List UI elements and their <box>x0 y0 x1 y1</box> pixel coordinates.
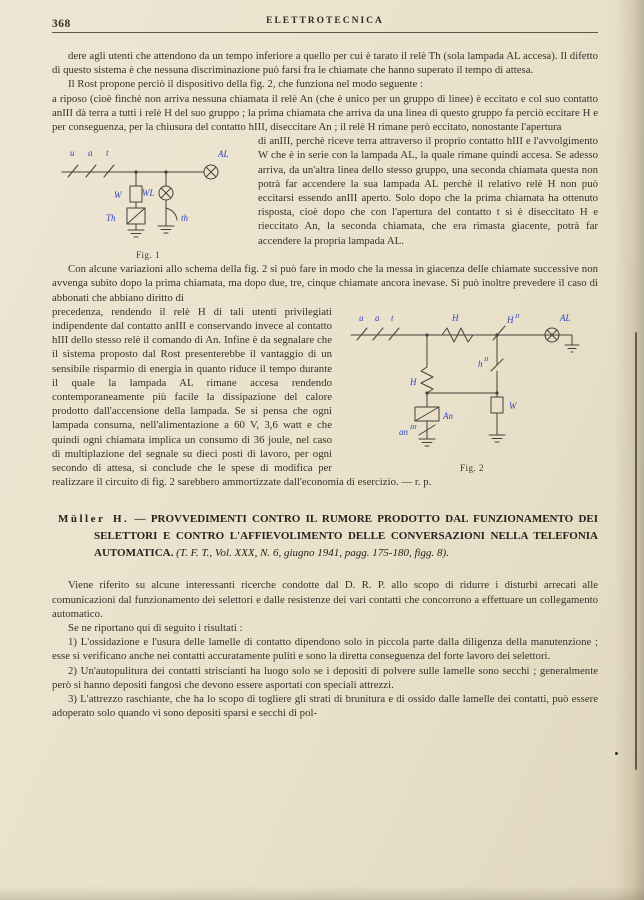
article-2-list-item-3: 3) L'attrezzo raschiante, che ha lo scopo di togliere gli strati di brunitura e di ossido dalle lamelle dei contatti, può essere adoperato solo quando vi sono depositi sparsi e secchi di pol- <box>52 693 598 720</box>
fig2-label-a: a <box>375 312 380 323</box>
fig1-label-th: Th <box>106 213 116 224</box>
fig2-wires <box>351 328 569 395</box>
fig1-wires <box>62 165 204 177</box>
journal-title: ELETTROTECNICA <box>266 16 384 26</box>
fig2-lamp-al-icon <box>545 328 579 352</box>
fig1-label-wl: WL <box>142 188 155 199</box>
paragraph-3b: precedenza, rendendo il relè H di tali utenti privilegiati indipendente dal contatto anIII e conservando invece al contatto hIII dello stesso relè il comando di An. Infine è da segnalare che il sistema proposto dal Rost presenterebbe il vantaggio di un sensibile risparmio di energia in quanto riduce il tempo durante il quale la lampada AL rimane accesa rendendo contemporaneamente più facile la dissipazione del calore prodotto dall'accensione della lampada. Se si pensa che ogni lampada consuma, nell'alimentazione a 60 V, 3,6 watt e che quindi ogni chiamata implica un consumo di 36 joule, nel caso di multiplazione del segnale su dieci posti di lavoro, per ogni secondo di attesa, si conclude che le spese di modifica per realizzare il circuito di fig. 2 sarebbero ammortizzate dall'economia di esercizio. — r. p. <box>52 305 432 489</box>
fig2-label-hmid-sup: II <box>484 355 489 363</box>
fig2-circuit-diagram <box>347 309 597 457</box>
article-2-body <box>52 578 598 720</box>
article-2-list-item-2: 2) Un'autopulitura dei contatti striscianti ha luogo solo se i depositi di polvere sulle lamelle sono secchi ; generalmente però si hanno depositi fangosi che devono essere asportati con speciali attrezzi. <box>52 664 598 691</box>
page-number: 368 <box>52 18 71 30</box>
scan-speck <box>615 752 618 755</box>
figure-1-caption: Fig. 1 <box>135 250 160 261</box>
fig2-resistor-h-left-icon <box>421 335 433 407</box>
fig1-lamp-al-icon <box>204 165 218 179</box>
figure-2-caption: Fig. 2 <box>459 462 484 473</box>
article-1-body <box>52 49 598 489</box>
page-header <box>52 14 598 33</box>
fig2-label-an3-base: an <box>399 426 408 437</box>
fig1-label-th-arc: th <box>181 213 189 224</box>
article-2-paragraph-1: Viene riferito su alcune interessanti ricerche condotte dal D. R. P. allo scopo di ridurre i disturbi arrecati alle comunicazioni dal funzionamento dei selettori e dalle resistenze dei vari contatti che concorrono a effettuare un collegamento automatico. <box>52 579 598 620</box>
fig1-resistor-w-icon <box>130 172 142 202</box>
article-2-title: — PROVVEDIMENTI CONTRO IL RUMORE PRODOTTO DAL FUNZIONAMENTO DEI SELETTORI E CONTRO L'AFFIEVOLIMENTO DELLE CONVERSAZIONI NELLA TELEFONIA AUTOMATICA. <box>94 513 599 560</box>
article-2-paragraph-2: Se ne riportano qui di seguito i risultati : <box>68 622 243 635</box>
fig1-label-a: a <box>88 148 93 159</box>
paragraph-3a: Con alcune variazioni allo schema della fig. 2 si può fare in modo che la messa in giacenza delle chiamate successive non avvenga subito dopo la prima chiamata, ma dopo due, tre, cinque chiamate ancora inevase. Si può inoltre prevedere il caso di abbonati che abbiano diritto di <box>52 263 598 304</box>
fig2-label-hmid-base: h <box>478 358 483 369</box>
figure-1-block <box>52 134 598 261</box>
fig1-label-t: t <box>106 148 109 159</box>
fig2-relay-an-icon <box>415 407 439 446</box>
fig2-label-h2-base: H <box>507 314 514 325</box>
article-2-list-item-1: 1) L'ossidazione e l'usura delle lamelle di contatto dipendono solo in piccola parte dalla diligenza della manutenzione ; esse si verificano anche nei contatti accuratamente puliti e sono la diretta conseguenza del forte lavoro dei selettori. <box>52 636 598 663</box>
fig2-contact-h-mid-icon <box>491 335 503 397</box>
paragraph-2-intro: Il Rost propone perciò il dispositivo della fig. 2, che funziona nel modo seguente : <box>68 78 424 91</box>
fig2-resistor-w-icon <box>489 397 505 442</box>
paragraph-2a: a riposo (cioè finchè non arriva nessuna chiamata il relè An (che è unico per un gruppo di linee) è eccitato e col suo contatto anIII dà terra a tutti i relè H del suo gruppo ; la prima chiamata che arriva da una linea di questo gruppo fa perciò eccitare H e per conseguenza, per la chiusura del contatto hIII, diseccitare An ; il relè H rimane però eccitato, nonostante l'apertura <box>52 92 598 134</box>
fig2-label-h-top: H <box>452 312 459 323</box>
fig2-label-h2-sup: II <box>515 312 520 320</box>
fig1-relay-th-icon <box>127 202 145 237</box>
article-2-reference: (T. F. T., Vol. XXX, N. 6, giugno 1941, pagg. 175-180, figg. 8). <box>176 547 449 560</box>
fig2-label-t: t <box>391 312 394 323</box>
fig2-contact-h2-icon <box>493 326 505 340</box>
fig2-label-h-left: H <box>410 376 417 387</box>
figure-2 <box>346 309 598 473</box>
paragraph-2b: di anIII, perchè riceve terra attraverso il proprio contatto hIII e l'avvolgimento W che è in serie con la lampada AL, la quale rimane quindi accesa. Se adesso arriva, da un'altra linea dello stesso gruppo, una seconda chiamata questa non potrà far accendere la sua lampada AL perchè il relativo relè H non può eccitarsi essendo anIII aperto. Solo dopo che la prima chiamata ha ottenuto risposta, cioè dopo che con l'apertura del contatto t si è diseccitato H e rieccitato An, la seconda chiamata, che era rimasta giacente, potrà far accendere la propria lampada AL. <box>258 135 598 247</box>
fig1-label-u: u <box>70 148 75 159</box>
fig1-lamp-wl-icon <box>158 172 177 233</box>
fig1-circuit-diagram <box>58 140 238 244</box>
figure-1 <box>52 140 244 260</box>
fig2-label-an3-sup: III <box>410 423 417 431</box>
figure-2-block <box>52 305 598 490</box>
scan-bottom-shadow <box>0 886 644 900</box>
paragraph-1: dere agli utenti che attendono da un tempo inferiore a quello per cui è tarato il relè Th (sola lampada AL accesa). Il difetto di questo sistema è che nessuna discriminazione può farsi fra le chiamate che hanno superato il tempo di attesa. <box>52 50 598 77</box>
fig2-label-w: W <box>509 400 517 411</box>
fig1-label-al: AL <box>218 149 229 160</box>
fig2-label-u: u <box>359 312 364 323</box>
fig2-label-al: AL <box>560 312 571 323</box>
fig2-label-an: An <box>443 410 453 421</box>
scan-edge-line <box>635 332 637 770</box>
article-2-heading <box>58 511 598 562</box>
fig1-label-w: W <box>114 190 122 201</box>
author-name: Müller H. <box>58 513 130 526</box>
